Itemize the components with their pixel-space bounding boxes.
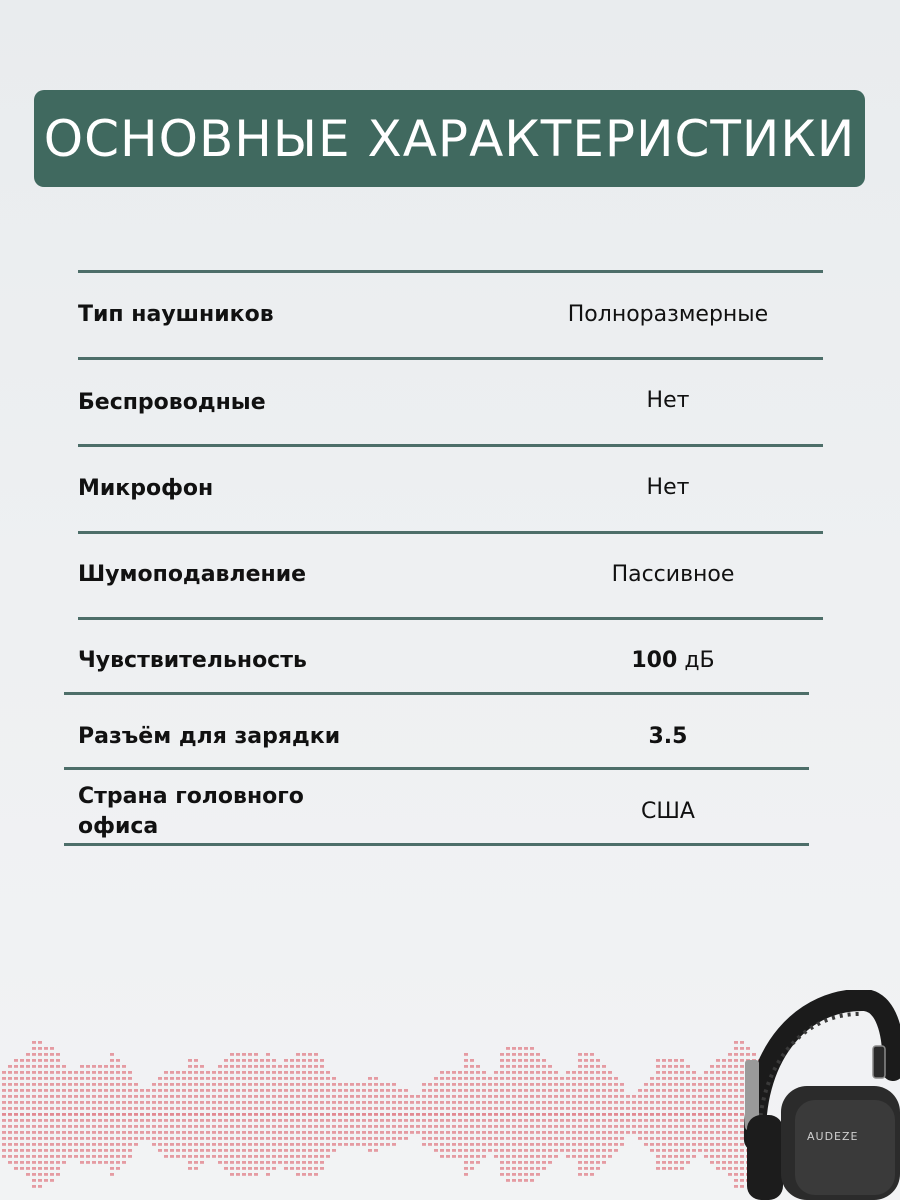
spec-label-microphone: Микрофон: [78, 476, 214, 501]
brand-logo: AUDEZE: [807, 1130, 859, 1143]
spec-value-country: США: [641, 799, 695, 824]
divider: [78, 617, 823, 620]
headphones-icon: [735, 990, 900, 1200]
divider: [64, 843, 809, 846]
divider: [78, 270, 823, 273]
sensitivity-unit: дБ: [684, 648, 715, 673]
spec-label-connector: Разъём для зарядки: [78, 724, 341, 749]
divider: [64, 767, 809, 770]
divider: [78, 357, 823, 360]
spec-value-microphone: Нет: [646, 475, 690, 500]
spec-label-country: Страна головного офиса: [78, 784, 304, 839]
spec-label-wireless: Беспроводные: [78, 390, 266, 415]
spec-value-wireless: Нет: [646, 388, 690, 413]
spec-label-noise: Шумоподавление: [78, 562, 307, 587]
spec-label-sensitivity: Чувствительность: [78, 648, 307, 673]
connector-number: 3.5: [648, 724, 688, 749]
sensitivity-number: 100: [631, 648, 678, 673]
divider: [64, 692, 809, 695]
spec-label-type: Тип наушников: [78, 302, 274, 327]
divider: [78, 444, 823, 447]
page-title: ОСНОВНЫЕ ХАРАКТЕРИСТИКИ: [43, 109, 856, 168]
spec-value-connector: [518, 722, 818, 752]
spec-value-sensitivity: [523, 646, 823, 676]
spec-value-type: Полноразмерные: [567, 302, 769, 327]
divider: [78, 531, 823, 534]
spec-value-noise: Пассивное: [611, 562, 735, 587]
